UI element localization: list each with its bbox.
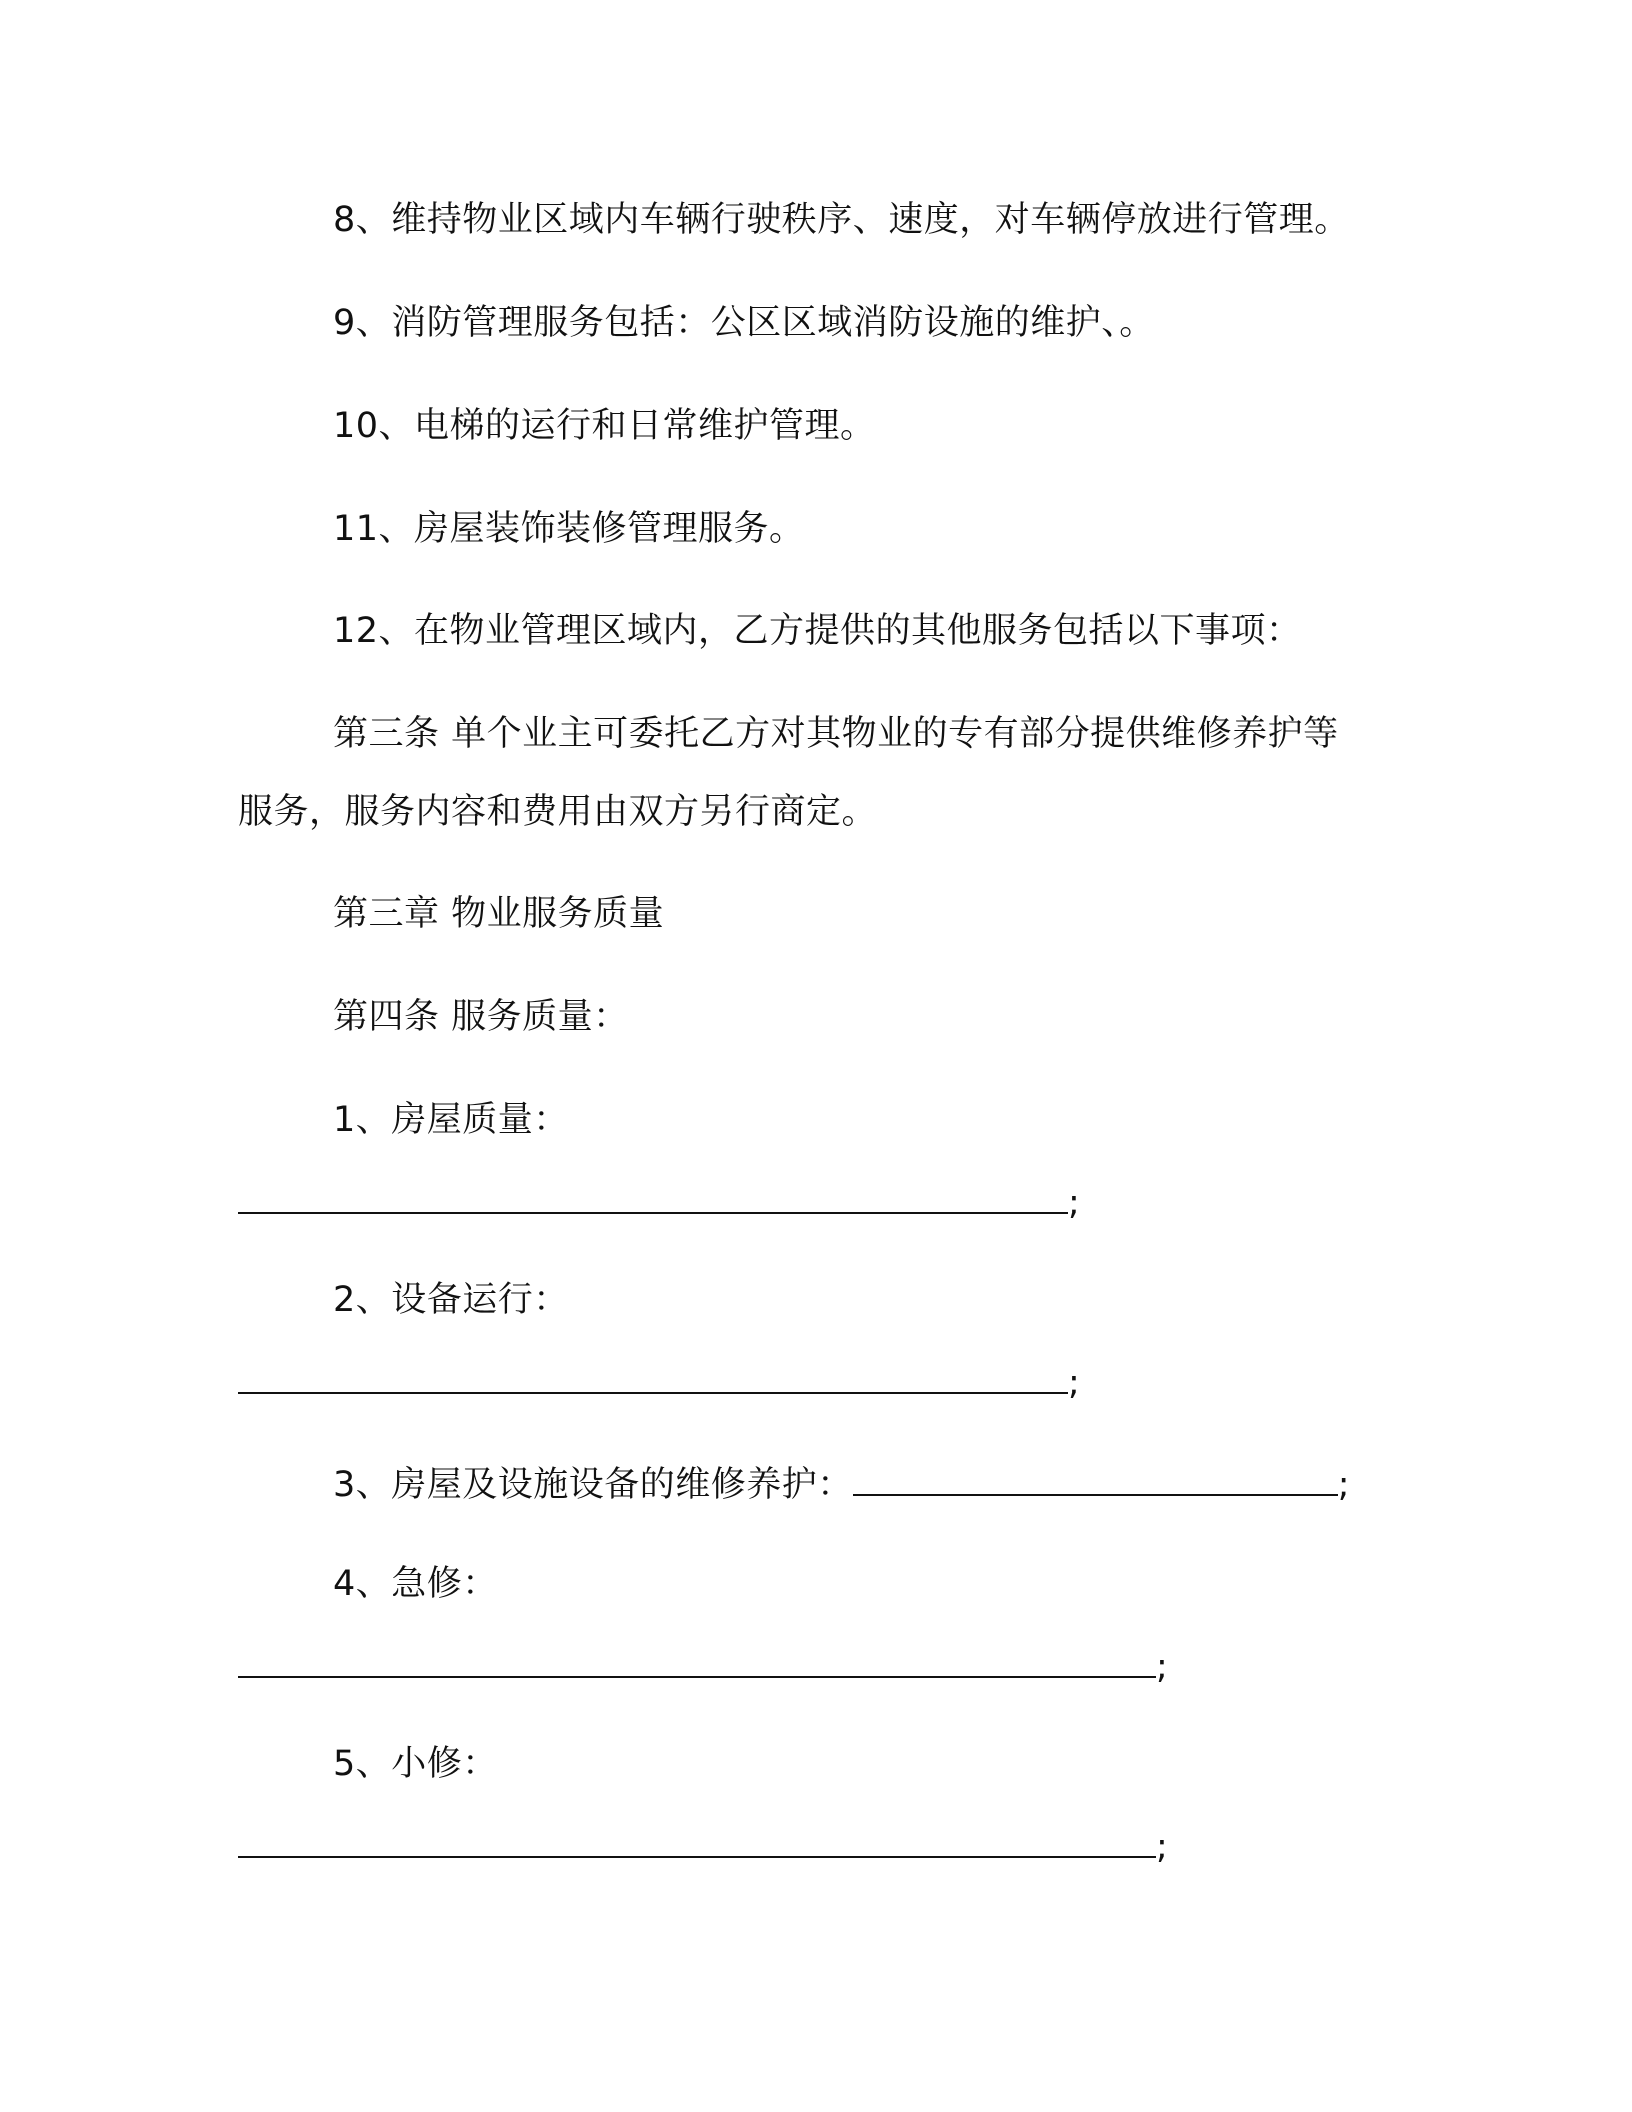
semicolon: ; xyxy=(1156,1827,1169,1867)
item-5-label: 5、小修： xyxy=(333,1744,498,1784)
item-2-label: 2、设备运行： xyxy=(333,1280,569,1320)
clause-8: 8、维持物业区域内车辆行驶秩序、速度，对车辆停放进行管理。 xyxy=(333,200,1350,240)
semicolon: ; xyxy=(1068,1183,1081,1223)
item-3-line xyxy=(238,1458,1493,1509)
blank-line xyxy=(853,1458,1338,1496)
semicolon: ; xyxy=(1337,1465,1351,1505)
semicolon: ; xyxy=(1156,1647,1169,1687)
blank-line xyxy=(238,1176,1068,1214)
item-4-fill-line xyxy=(238,1640,1398,1691)
item-1-fill-line xyxy=(238,1176,1398,1227)
chapter-3-heading: 第三章 物业服务质量 xyxy=(333,894,665,934)
semicolon: ; xyxy=(1068,1363,1081,1403)
clause-9: 9、消防管理服务包括：公区区域消防设施的维护、。 xyxy=(333,303,1155,343)
item-4-label: 4、急修： xyxy=(333,1564,498,1604)
clause-10: 10、电梯的运行和日常维护管理。 xyxy=(333,406,876,446)
article-4-heading: 第四条 服务质量： xyxy=(333,997,629,1037)
blank-line xyxy=(238,1356,1068,1394)
item-5-fill-line xyxy=(238,1820,1398,1871)
item-2-fill-line xyxy=(238,1356,1398,1407)
clause-12: 12、在物业管理区域内，乙方提供的其他服务包括以下事项： xyxy=(333,611,1302,651)
blank-line xyxy=(238,1820,1156,1858)
article-3-line-1: 第三条 单个业主可委托乙方对其物业的专有部分提供维修养护等 xyxy=(333,714,1339,754)
clause-11: 11、房屋装饰装修管理服务。 xyxy=(333,509,805,549)
blank-line xyxy=(238,1640,1156,1678)
article-3-line-2: 服务，服务内容和费用由双方另行商定。 xyxy=(238,792,878,832)
item-1-label: 1、房屋质量： xyxy=(333,1100,569,1140)
item-3-label: 3、房屋及设施设备的维修养护： xyxy=(333,1465,853,1505)
